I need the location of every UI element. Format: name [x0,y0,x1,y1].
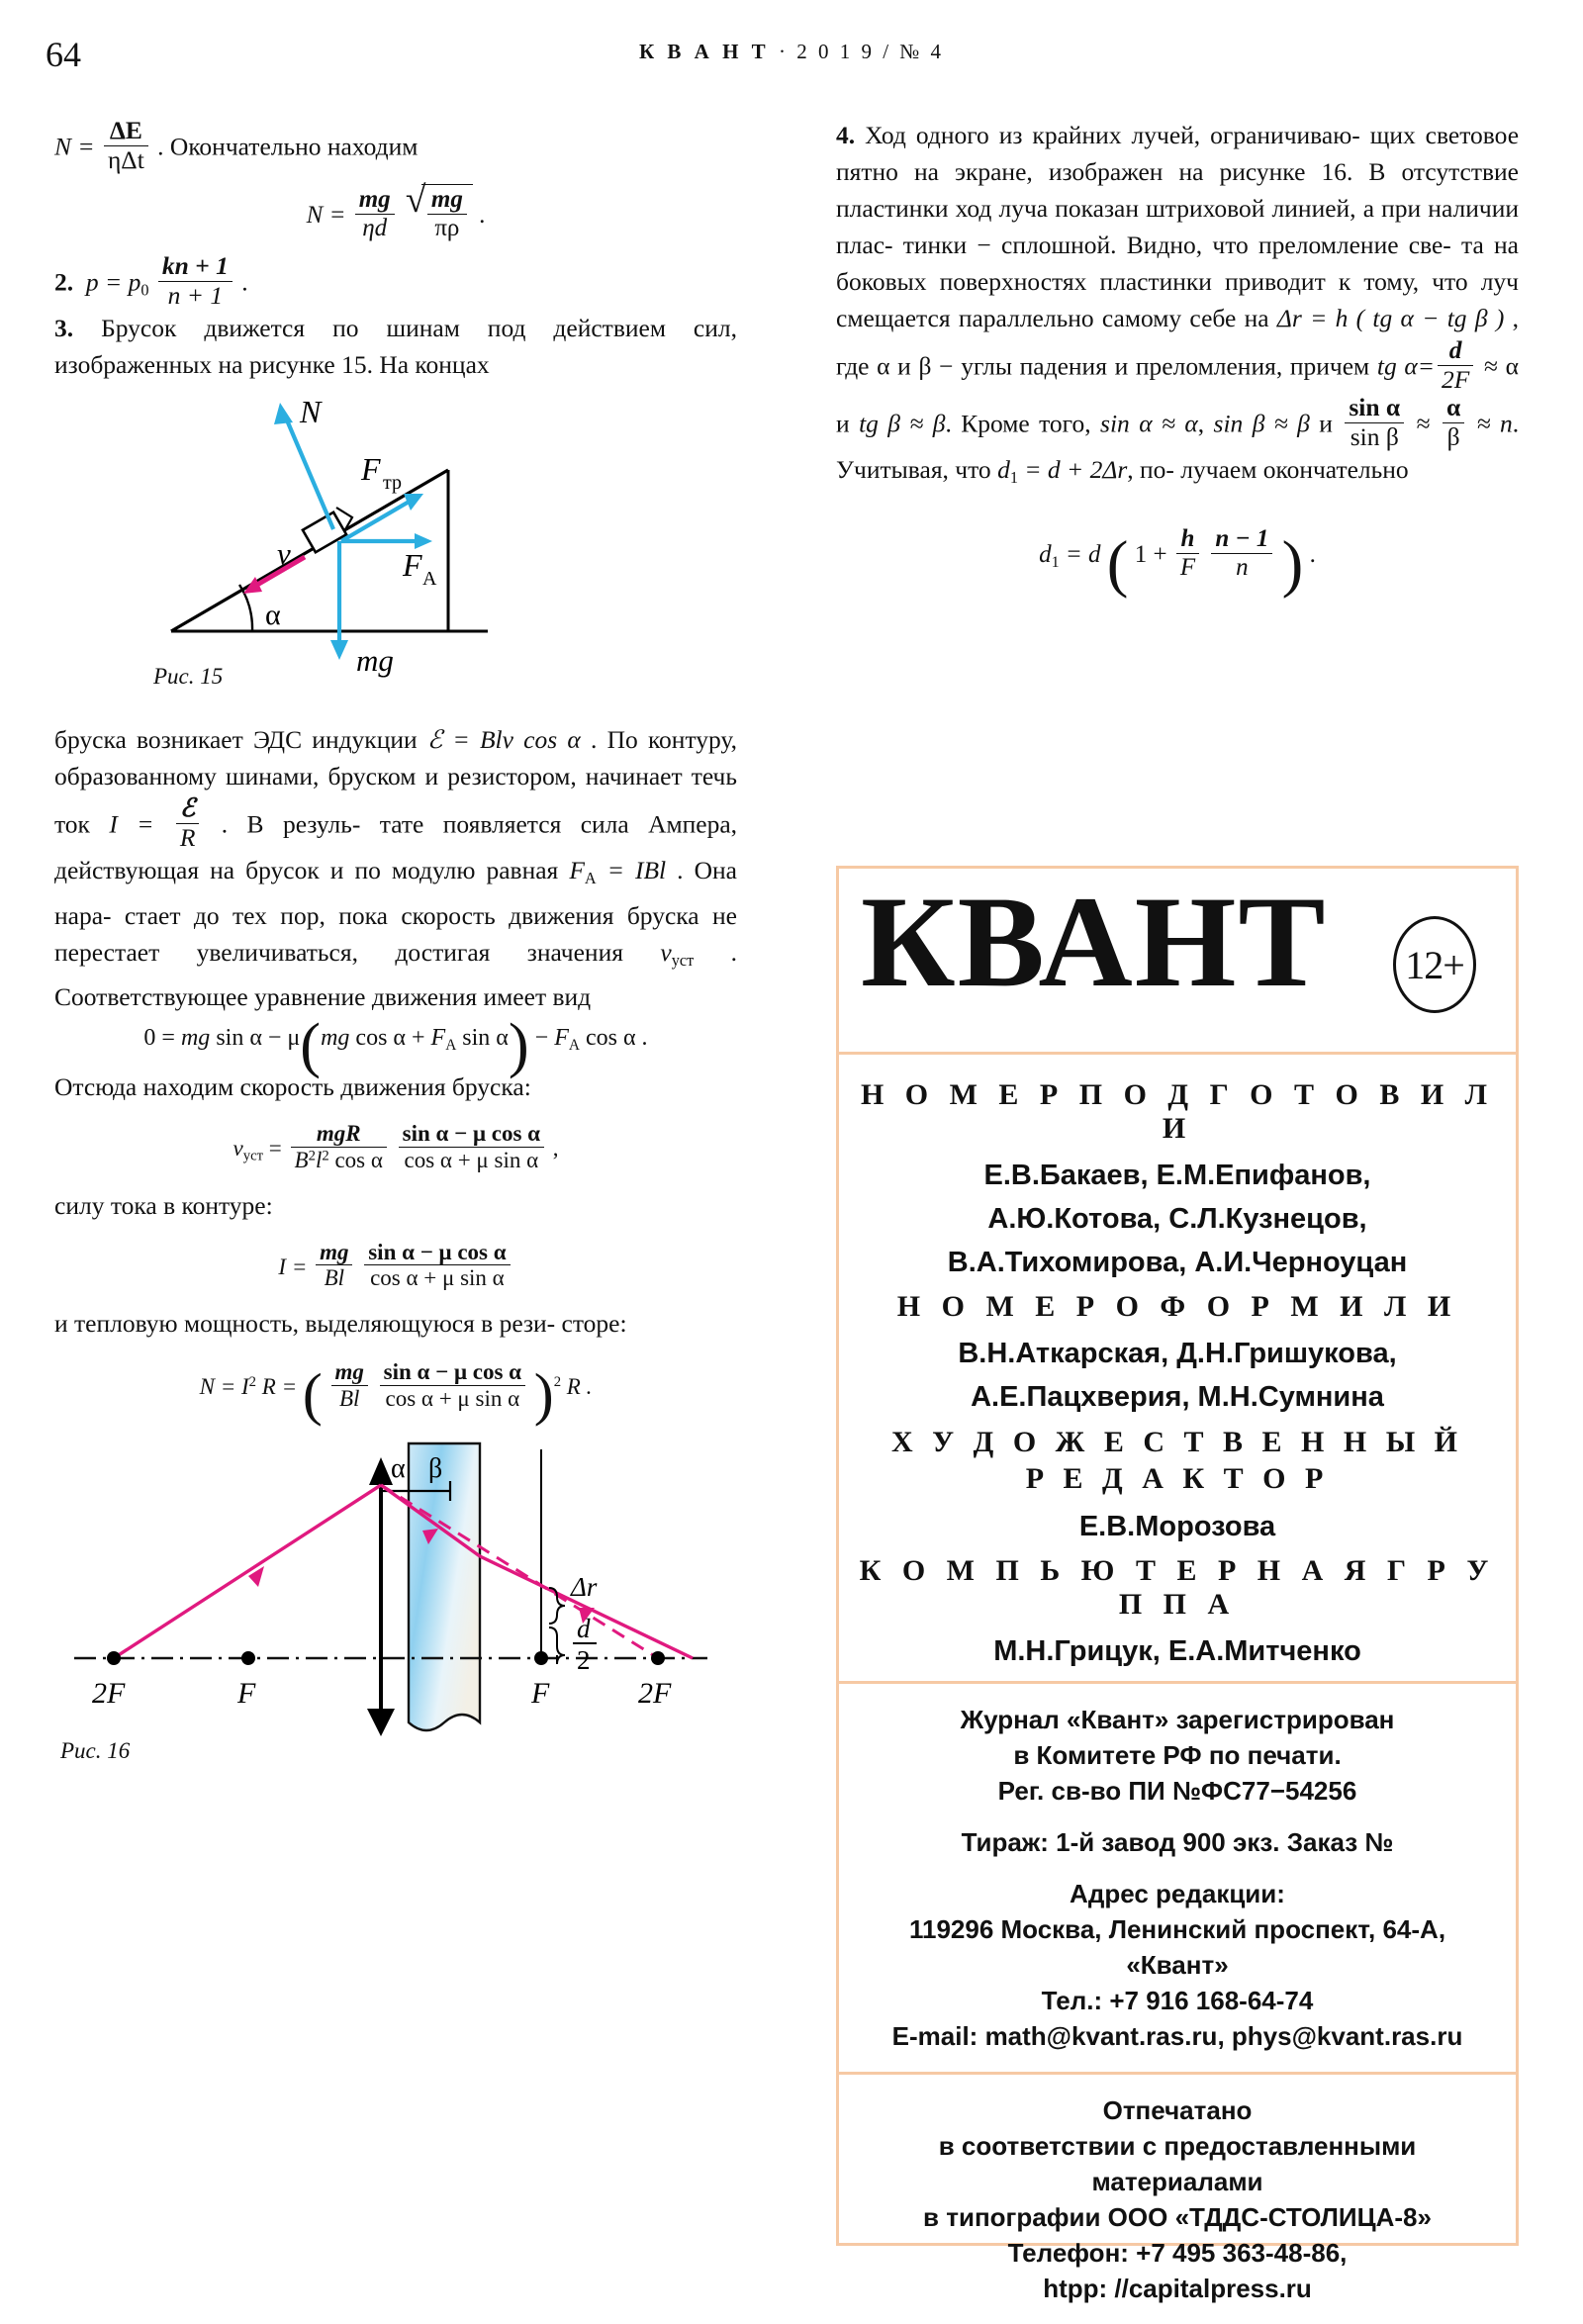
glass-plate [409,1443,480,1730]
label-alpha-fig16: α [391,1452,406,1484]
d1-rhs: = d + 2Δr [1024,455,1128,485]
equation-power [54,1359,737,1428]
figure-15-svg [54,391,737,688]
eq-v-equals: = [268,1135,282,1161]
eq-n-power: 2 [553,1374,562,1391]
right-column [836,117,1520,600]
item-2 [54,252,737,310]
item-2-subscript: 0 [140,280,149,300]
label-beta-fig16: β [428,1452,443,1484]
equation-of-motion: 0 = mg sin α − μ(mg $\cos \alpha + F_A$ $\sin \alpha) - F_A$ cos α . [143,1010,648,1079]
eq-v-fraction-1 [291,1121,387,1173]
final-eq-f2-den: n [1211,553,1272,582]
approx-alpha: ≈ α [1483,351,1519,381]
editorial-phone[interactable]: Тел.: +7 916 168-64-74 [1041,1985,1314,2015]
address-line-2: «Квант» [1126,1949,1229,1980]
eq-i-fraction-2 [364,1240,510,1292]
eq-n-paren-close: ) [533,1361,554,1428]
figure-15-caption: Рис. 15 [153,664,224,690]
eq1-fraction-mg-etad [355,186,395,242]
section-heading-prepared: Н О М Е Р П О Д Г О Т О В И Л И [860,1078,1495,1145]
eq-i-f2-num: sin α − μ cos α [368,1239,507,1264]
page-number: 64 [46,35,81,74]
paragraph-power: и тепловую мощность, выделяющуюся в рези- сторе: [54,1309,627,1339]
sin-alpha-approx: sin α ≈ α [1100,409,1198,438]
normal-force-arrow [285,416,333,529]
current-fraction [176,794,200,852]
item-2-lhs: p = p [85,267,141,297]
axis-point-2F-right [651,1651,665,1665]
eq-v-f1-den: $B^2l^2$ cos α [291,1147,387,1173]
eq-v-f1-num: mgR [316,1121,361,1147]
eq-n-lhs2: R = [261,1373,298,1399]
colophon-box [836,866,1519,2303]
eq-n-paren-open: ( [302,1361,323,1428]
art-editor-name: Е.В.Морозова [1078,1510,1276,1542]
prepared-name-line-2: А.Ю.Котова, С.Л.Кузнецов, [987,1203,1367,1235]
paragraph-emf [54,721,737,1015]
eq-i-f1-den: Bl [316,1264,352,1291]
tg-beta: tg β ≈ β [859,409,946,438]
current-frac-den: R [176,823,200,853]
paragraph-motion-eq-text: . Соответствующее уравнение движения имеет вид [54,937,737,1011]
label-d-over-2 [573,1614,597,1675]
equation-d1-final [836,525,1519,600]
label-normal-force: N [300,394,322,430]
sin-beta-approx: sin β ≈ β [1213,409,1310,438]
registration-line-1: Журнал «Квант» зарегистрирован [960,1704,1395,1734]
alpha-beta-num: α [1445,393,1461,422]
credits-section [839,1055,1516,1681]
printed-line-1: Отпечатано [1102,2094,1253,2125]
lens-arrow-bottom [367,1709,395,1736]
axis-point-F-right [534,1651,548,1665]
tg-alpha-fraction [1438,336,1473,394]
eq-i-f1-num: mg [320,1239,349,1264]
eq-n-tail: R . [566,1373,593,1399]
prepared-name-line-3: В.А.Тихомирова, А.И.Черноуцан [947,1247,1408,1278]
normal-force-arrowhead [274,403,293,424]
eq-n-fraction-2 [380,1359,525,1412]
lens-arrow-top [369,1457,393,1485]
eq-v-lhs-sub: уст [242,1148,264,1164]
vust-subscript: уст [671,950,695,970]
left-column [54,117,737,1764]
paragraph-emf-text-c: . В резуль- [221,809,361,839]
printing-section [839,2075,1516,2324]
item-2-fraction [158,252,233,310]
text-poluchaem: , по- лучаем окончательно [1127,455,1409,485]
address-title: Адрес редакции: [1070,1878,1285,1908]
conjunction-2: и [1319,409,1333,438]
registration-line-3: Рег. св-во ПИ №ФС77−54256 [997,1775,1357,1806]
svg-text:2: 2 [577,1644,591,1675]
figure-16 [54,1438,737,1764]
current-eq-lhs: I = [109,809,154,839]
axis-point-2F-left [107,1651,121,1665]
eq1-frac-num: mg [358,186,391,214]
paragraph-emf-text-a: бруска возникает ЭДС индукции [54,725,418,755]
eq-v-f2-den: cos α + μ sin α [399,1147,544,1173]
label-ampere-force: F [403,547,422,584]
paragraph-ampere-text: тате появляется сила Ампера, действующая на брусок и по модулю равная [54,809,738,885]
current-frac-num: ℰ [179,793,196,823]
equation-current [54,1240,737,1292]
eq-n-f1-num: mg [334,1359,364,1385]
item-4: 4. Ход одного из крайних лучей, ограничиваю- щих световое пятно на экране, изображен на рисунке 16. В отсутствие пластинки ход луча показан штриховой линией, а при наличии плас- тинки − сплошной. Видно, что преломление све- та на боковых поверхностях пластинки приводит к тому, что луч смещается параллельно самому себе на Δr = h ( tg α − tg β ) , где α и β − углы падения и преломления, причем tg α= $\frac{d}{2F}$ ≈ α и tg β ≈ β. Кроме того, sin α ≈ α, sin β ≈ β и $\frac{\text{sin α}}{\text{sin β}}$ ≈ $\frac{\alpha}{\beta}$ ≈ n. Учитывая, что $d_1 = d + 2\Delta r$, по- лучаем окончательно [836,121,1520,488]
alpha-beta-ratio-fraction [1443,394,1464,451]
vust-symbol: v [660,937,672,967]
weight-force-arrowhead [330,640,348,660]
eq-n-f2-den: cos α + μ sin α [380,1385,525,1412]
eq-v-tail: , [552,1135,559,1161]
figure-16-caption: Рис. 16 [60,1737,131,1763]
registration-line-2: в Комитете РФ по печати. [1013,1739,1342,1770]
sin-ratio-den: sin β [1345,422,1404,452]
printing-website[interactable]: htpp: //capitalpress.ru [1043,2273,1312,2303]
eq1-tail: . [479,202,486,230]
final-eq-f1-den: F [1176,553,1199,582]
masthead-title: КВАНТ [861,869,1328,1014]
label-friction-force: F [361,451,381,488]
printed-line-3: материалами [1091,2166,1263,2196]
eq-n-fraction-1 [331,1359,368,1412]
running-head [0,34,1583,73]
printed-line-2: в соответствии с предоставленными [938,2130,1417,2161]
eq1-frac-den: ηd [355,214,395,242]
brace-delta-r [549,1588,565,1624]
label-velocity: v [277,536,291,572]
final-eq-one-plus: 1 + [1134,541,1167,569]
emf-symbol: ℰ [426,725,443,755]
final-eq-tail: . [1309,541,1316,569]
item-4-text: Ход одного из крайних лучей, ограничиваю- щих световое пятно на экране, изображен на рисунке 16. В отсутствие пластинки ход луча показан штриховой линией, а при наличии плас- тинки − сплошной. Видно, что преломление све- та на боковых поверхностях пластинки приводит к тому, что луч смещается параллельно самому себе на [836,121,1520,332]
printing-phone[interactable]: Телефон: +7 495 363-48-86, [1007,2237,1348,2268]
eq-n-f1-den: Bl [331,1385,368,1412]
running-separator: · [778,40,788,63]
sin-ratio-fraction [1345,394,1404,451]
label-2F-right: 2F [638,1676,672,1710]
item-3 [54,310,737,383]
print-run: Тираж: 1-й завод 900 экз. Заказ № [961,1826,1394,1857]
item-3-text: Брусок движется по шинам под действием сил, изображенных на рисунке 15. На концах [54,314,737,380]
computer-group-names: М.Н.Грицук, Е.А.Митченко [993,1634,1361,1667]
label-weight: mg [356,643,394,679]
final-eq-fraction-h-F [1176,525,1199,582]
final-eq-lhs: d [1039,541,1052,569]
section-heading-designed: Н О М Е Р О Ф О Р М И Л И [896,1290,1458,1323]
label-delta-r: Δr [571,1571,598,1602]
final-eq-lhs-sub: 1 [1051,554,1060,572]
equation-steady-velocity [54,1121,737,1173]
designed-name-line-2: А.Е.Пацхверия, М.Н.Сумнина [971,1381,1384,1413]
designed-name-line-1: В.Н.Аткарская, Д.Н.Гришукова, [958,1338,1397,1369]
eq1-root-den: πρ [427,214,467,242]
label-2F-left: 2F [92,1676,126,1710]
label-ampere-force-sub: A [422,568,437,591]
registration-section [839,1684,1516,2072]
final-eq-f1-num: h [1180,525,1195,553]
eq-i-f2-den: cos α + μ sin α [364,1264,510,1291]
final-eq-paren-close: ) [1281,527,1304,600]
item-2-number: 2. [54,267,74,297]
paragraph-current: силу тока в контуре: [54,1190,273,1220]
running-journal-name: К В А Н Т [638,40,770,63]
eq-i-fraction-1 [316,1240,352,1292]
text-uchityvaya: . Учитывая, что [836,409,1520,485]
alpha-beta-den: β [1443,422,1464,452]
figure-16-svg [54,1438,737,1764]
text-krome: . Кроме того, [945,409,1091,438]
paragraph-emf-text-b: . По контуру, образованному шинами, бруском и резистором, начинает течь ток [54,725,737,839]
ampere-eq-rhs: = IBl [606,856,667,885]
eq-n-f2-num: sin α − μ cos α [383,1359,522,1385]
prepared-name-line-1: Е.В.Бакаев, Е.М.Епифанов, [983,1160,1371,1191]
section-heading-art-editor-line-2: Р Е Д А К Т О Р [1025,1462,1330,1496]
editorial-email[interactable]: E-mail: math@kvant.ras.ru, phys@kvant.ras.ru [891,2020,1463,2051]
ampere-eq-symbol: F [569,856,585,885]
label-F-left: F [237,1676,256,1710]
eq-N-lhs: N = [54,132,95,161]
eq-v-fraction-2 [399,1121,544,1173]
final-eq-f2-num: n − 1 [1215,525,1269,553]
ampere-eq-sub: A [584,869,597,888]
eq1-root-fraction [427,186,467,242]
masthead [839,869,1516,1052]
eq-v-f2-num: sin α − μ cos α [402,1121,541,1147]
tg-alpha-num: d [1448,335,1462,364]
eq-i-lhs: I = [278,1254,308,1279]
eq1-root-num: √ mg [430,186,463,214]
section-heading-art-editor-line-1: Х У Д О Ж Е С Т В Е Н Н Ы Й [891,1426,1463,1458]
final-eq-fraction-n1-n [1211,525,1272,582]
equation-N-result [54,184,737,242]
figure-15 [54,391,737,688]
friction-force-arrow [341,501,411,541]
item-2-frac-den: n + 1 [158,281,233,311]
section-heading-computer-group: К О М П Ь Ю Т Е Р Н А Я Г Р У П П А [859,1553,1496,1621]
d1-subscript: 1 [1009,468,1018,488]
printed-line-4: в типографии ООО «ТДДС-СТОЛИЦА-8» [923,2201,1432,2232]
d1-symbol: d [997,455,1010,485]
paragraph-growth-text: . Она нара- стает до тех пор, пока скорость движения бруска не перестает увеличиваться, достигая значения [54,856,737,967]
item-2-frac-num: kn + 1 [161,251,229,281]
label-F-right: F [531,1676,550,1710]
paragraph-find-velocity: Отсюда находим скорость движения бруска: [54,1072,531,1102]
paragraph-final-N-text: . Окончательно находим [157,132,419,161]
running-issue: 2 0 1 9 / № 4 [796,40,945,63]
final-eq-equals: = d [1065,541,1101,569]
address-line-1: 119296 Москва, Ленинский проспект, 64-А, [908,1913,1446,1944]
item-2-tail: . [241,267,248,297]
label-angle-alpha: α [265,599,281,632]
tg-alpha-lhs: tg α= [1376,351,1435,381]
ratio-approx-sign: ≈ [1416,409,1431,438]
label-friction-force-sub: тр [383,472,402,495]
age-rating-badge: 12+ [1393,916,1476,1013]
eq-delta-r: Δr = h ( tg α − tg β ) [1276,304,1505,332]
eq1-square-root [406,184,473,242]
text-incidence-refraction: падения и преломления, причем [1019,351,1370,381]
conjunction-1: и [836,409,850,438]
final-eq-paren-open: ( [1106,527,1129,600]
eq-v-lhs-sym: v [233,1135,243,1161]
item-3-number: 3. [54,314,74,343]
sin-ratio-num: sin α [1349,393,1401,422]
tg-alpha-den: 2F [1438,365,1473,395]
eq-n-lhs-sup: 2 [248,1374,257,1391]
ratio-equals-n: ≈ n [1476,409,1513,438]
paragraph-final-N [54,117,737,174]
eq-n-lhs: N = I [199,1373,249,1399]
text-after-delta-r: , где α и β − углы [836,304,1520,381]
incident-ray [114,1485,381,1658]
svg-text:d: d [577,1613,591,1643]
running-title [0,40,1583,64]
axis-point-F-left [241,1651,255,1665]
item-4-number: 4. [836,121,856,149]
eq1-lhs: N = [306,202,346,230]
emf-equation: = Blv cos α [452,725,581,755]
fraction-deltaE-over-eta-deltat: $\frac{\Delta E}{\text{ηΔt}}$ [104,117,148,174]
